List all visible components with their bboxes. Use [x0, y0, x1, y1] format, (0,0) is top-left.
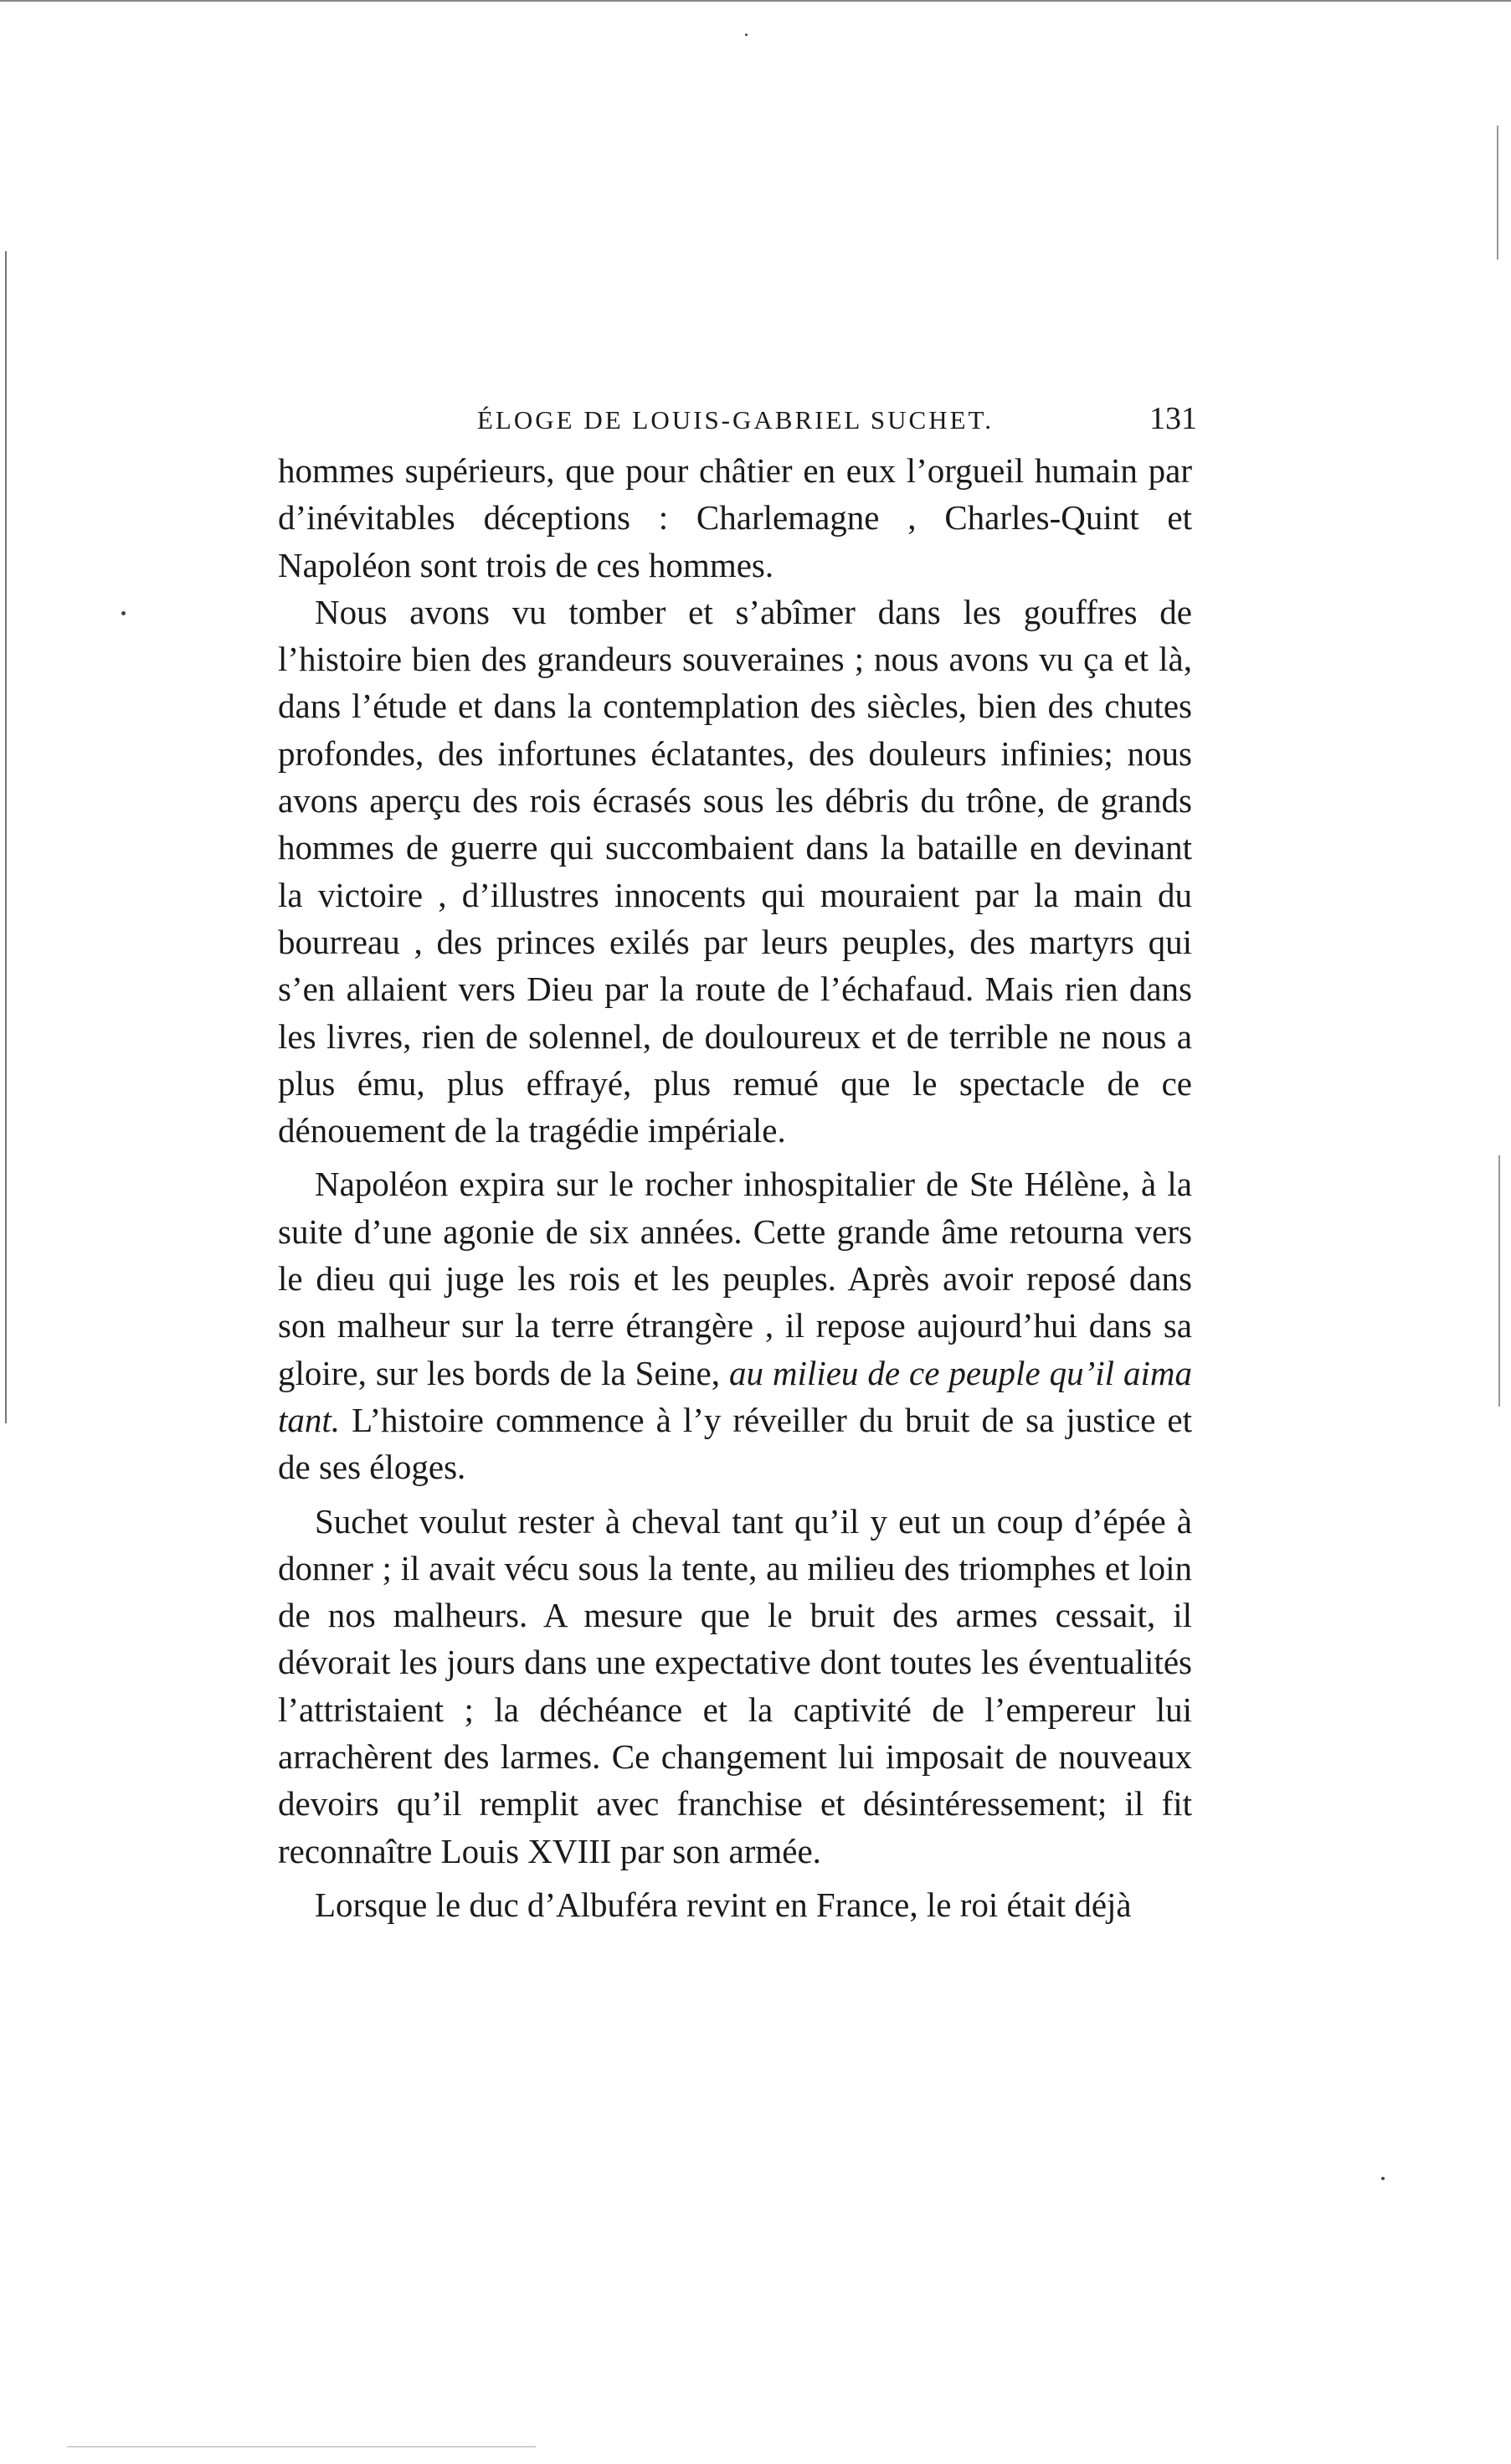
speck: [745, 33, 748, 36]
paragraph: hommes supérieurs, que pour châtier en eux l’orgueil humain par d’inévitables déceptions : Charlemagne , Charles-Quint et Napoléon sont trois de ces hommes.: [278, 451, 1192, 584]
page-number: 131: [1149, 401, 1197, 436]
paragraph: Lorsque le duc d’Albuféra revint en France, le roi était déjà: [315, 1885, 1132, 1924]
speck: [1381, 2177, 1385, 2180]
body-text: [278, 447, 1192, 1928]
scan-edge-line-top: [0, 0, 1511, 2]
scan-edge-line-right-2: [1498, 1155, 1500, 1407]
paragraph-text: L’histoire commence à l’y réveiller du bruit de sa justice et de ses éloges.: [278, 1400, 1192, 1487]
paragraph-text: Napoléon expira sur le rocher inhospitalier de Ste Hélène, à la suite d’une agonie de six années. Cette grande âme retourna vers le dieu qui juge les rois et les peuples. Après avoir reposé dans son malheur sur la terre étrangère , il repose aujourd’hui dans sa gloire, sur les bords de la Seine,: [278, 1165, 1192, 1392]
running-head: ÉLOGE DE LOUIS-GABRIEL SUCHET.: [477, 405, 994, 435]
scan-edge-line-bottom: [67, 2446, 536, 2447]
scan-edge-line-right: [1497, 126, 1498, 260]
paragraph: [278, 1160, 1192, 1490]
speck: [121, 611, 126, 615]
italic-quote: au milieu de ce peuple qu’il aima tant.: [278, 1353, 1192, 1439]
paragraph: Nous avons vu tomber et s’abîmer dans les gouffres de l’histoire bien des grandeurs souveraines ; nous avons vu ça et là, dans l’étude et dans la contemplation des siècles, bien des chutes profondes, des infortunes éclatantes, des douleurs infinies; nous avons aperçu des rois écrasés sous les débris du trône, de grands hommes de guerre qui succombaient dans la bataille en devinant la victoire , d’illustres innocents qui mouraient par la main du bourreau , des princes exilés par leurs peuples, des martyrs qui s’en allaient vers Dieu par la route de l’échafaud. Mais rien dans les livres, rien de solennel, de douloureux et de terrible ne nous a plus ému, plus effrayé, plus remué que le spectacle de ce dénouement de la tragédie impériale.: [278, 592, 1192, 1150]
scan-edge-line-left: [5, 251, 7, 1423]
page-header: [276, 400, 1197, 450]
paragraph: Suchet voulut rester à cheval tant qu’il y eut un coup d’épée à donner ; il avait vécu sous la tente, au milieu des triomphes et loin de nos malheurs. A mesure que le bruit des armes cessait, il dévorait les jours dans une expectative dont toutes les éventualités l’attristaient ; la déchéance et la captivité de l’empereur lui arrachèrent des larmes. Ce changement lui imposait de nouveaux devoirs qu’il remplit avec franchise et désintéressement; il fit reconnaître Louis XVIII par son armée.: [278, 1501, 1192, 1870]
